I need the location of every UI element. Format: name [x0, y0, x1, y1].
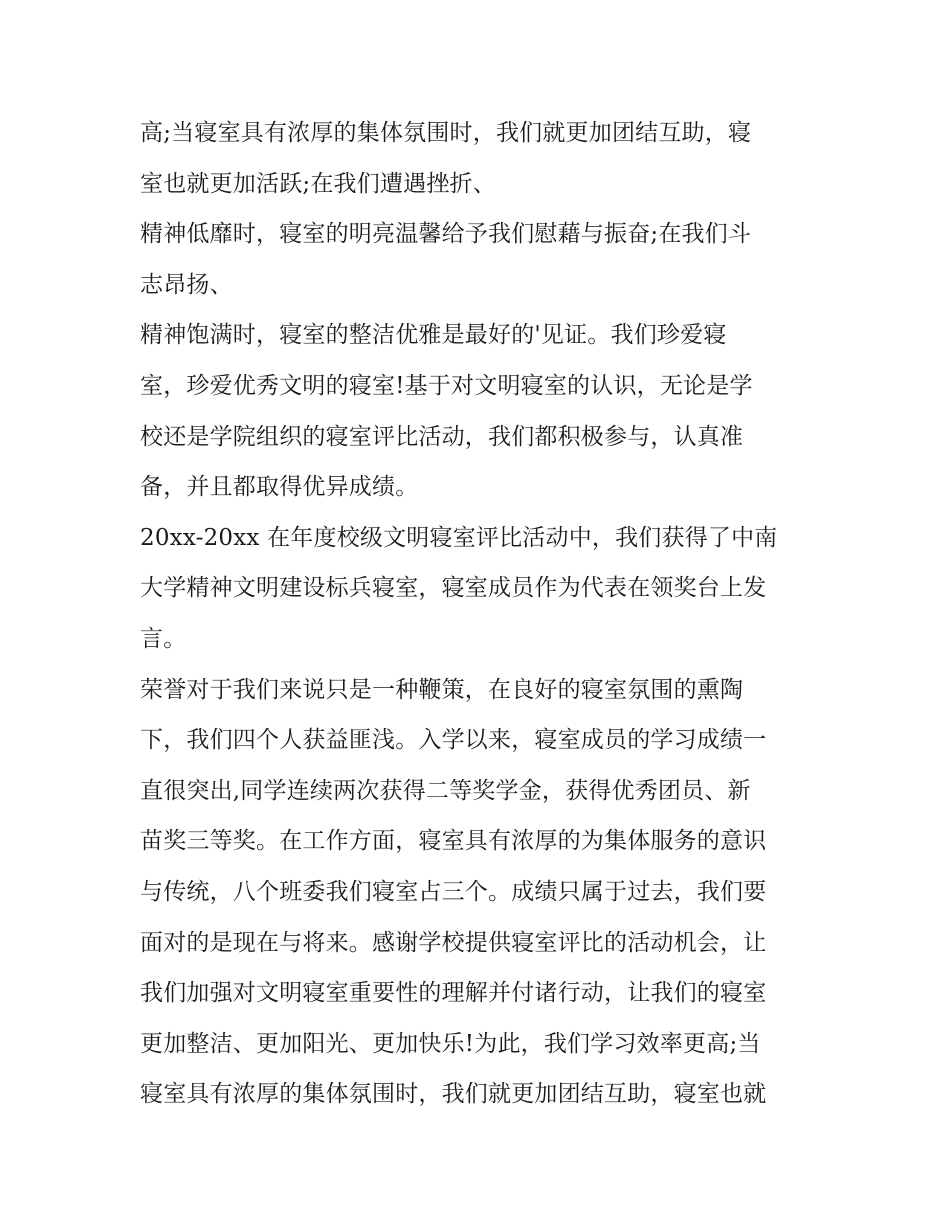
- text-line-9: 20xx-20xx 在年度校级文明寝室评比活动中，我们获得了中南: [140, 524, 778, 551]
- text-line-4: 志昂扬、: [140, 271, 233, 298]
- document-body: [140, 108, 820, 1120]
- text-line-14: 直很突出,同学连续两次获得二等奖学金，获得优秀团员、新: [140, 777, 751, 804]
- text-line-17: 面对的是现在与将来。感谢学校提供寝室评比的活动机会，让: [140, 929, 767, 956]
- text-line-10: 大学精神文明建设标兵寝室，寝室成员作为代表在领奖台上发: [140, 575, 767, 602]
- text-line-19: 更加整洁、更加阳光、更加快乐!为此，我们学习效率更高;当: [140, 1030, 761, 1057]
- text-line-20: 寝室具有浓厚的集体氛围时，我们就更加团结互助，寝室也就: [140, 1081, 767, 1108]
- text-line-3: 精神低靡时，寝室的明亮温馨给予我们慰藉与振奋;在我们斗: [140, 221, 752, 248]
- text-line-5: 精神饱满时，寝室的整洁优雅是最好的'见证。我们珍爱寝: [140, 322, 727, 349]
- text-line-2: 室也就更加活跃;在我们遭遇挫折、: [140, 170, 496, 197]
- text-line-6: 室，珍爱优秀文明的寝室!基于对文明寝室的认识，无论是学: [140, 372, 753, 399]
- text-line-7: 校还是学院组织的寝室评比活动，我们都积极参与，认真准: [140, 423, 744, 450]
- text-line-15: 苗奖三等奖。在工作方面，寝室具有浓厚的为集体服务的意识: [140, 828, 767, 855]
- text-line-13: 下，我们四个人获益匪浅。入学以来，寝室成员的学习成绩一: [140, 727, 767, 754]
- text-line-12: 荣誉对于我们来说只是一种鞭策，在良好的寝室氛围的熏陶: [140, 676, 744, 703]
- text-line-1: 高;当寝室具有浓厚的集体氛围时，我们就更加团结互助，寝: [140, 120, 752, 146]
- text-line-18: 我们加强对文明寝室重要性的理解并付诸行动，让我们的寝室: [140, 980, 767, 1007]
- text-line-8: 备，并且都取得优异成绩。: [140, 474, 419, 501]
- text-line-16: 与传统，八个班委我们寝室占三个。成绩只属于过去，我们要: [140, 878, 767, 905]
- text-line-11: 言。: [140, 625, 187, 652]
